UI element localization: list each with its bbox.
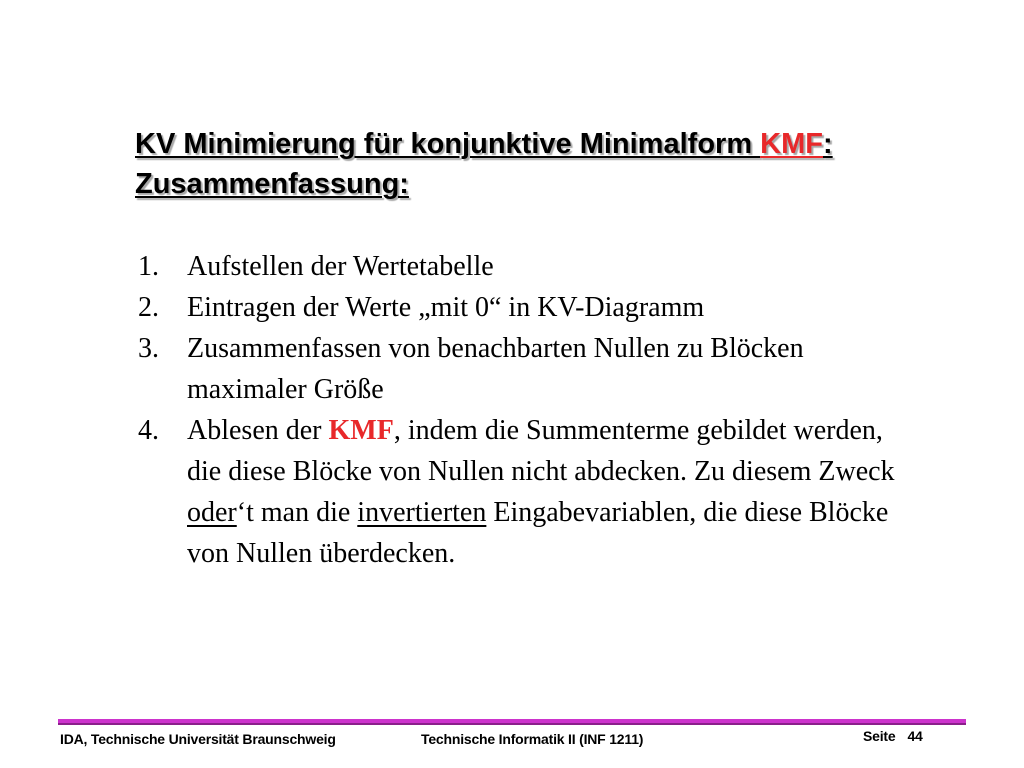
list-item-number: 3. xyxy=(138,333,159,364)
title-line-2 xyxy=(135,164,995,204)
oder-apostrophe: ‘t xyxy=(236,497,254,528)
title-subtitle: Zusammenfassung: xyxy=(135,168,409,200)
list-item-text-start: Ablesen der xyxy=(187,415,329,446)
list-item-number: 4. xyxy=(138,415,159,446)
list-item-number: 1. xyxy=(138,251,159,282)
list-item xyxy=(138,328,898,410)
list-item-text: Zusammenfassen von benachbarten Nullen zu Blöcken maximaler Größe xyxy=(187,333,804,405)
list-item-text: Aufstellen der Wertetabelle xyxy=(187,251,494,282)
list-item-number: 2. xyxy=(138,292,159,323)
footer-divider xyxy=(58,719,966,725)
list-item-text-after-oder: man die xyxy=(253,497,358,528)
list-item-text-middle: , indem die Summenterme gebildet werden, die diese Blöcke von Nullen nicht abdecken. Zu diesem Zweck xyxy=(187,415,895,487)
title-text: KV Minimierung für konjunktive Minimalform xyxy=(135,128,761,160)
footer-page-number: 44 xyxy=(907,728,923,744)
footer-institution: IDA, Technische Universität Braunschweig xyxy=(60,731,336,747)
list-item xyxy=(138,287,898,328)
title-colon: : xyxy=(823,128,833,160)
footer-course: Technische Informatik II (INF 1211) xyxy=(421,731,644,747)
list-item xyxy=(138,410,898,574)
title-kmf-highlight: KMF xyxy=(760,128,823,160)
list-item xyxy=(138,246,898,287)
footer-page-label: Seite xyxy=(863,728,896,744)
steps-list xyxy=(138,246,898,574)
oder-underlined: oder xyxy=(187,497,237,528)
list-item-text-end: Eingabevariablen, die diese Blöcke von Nullen überdecken. xyxy=(187,497,889,569)
footer-page xyxy=(863,728,923,744)
slide-title xyxy=(135,124,995,204)
title-line-1 xyxy=(135,124,995,164)
kmf-highlight: KMF xyxy=(328,415,394,446)
invertierten-underlined: invertierten xyxy=(357,497,487,528)
list-item-text: Eintragen der Werte „mit 0“ in KV-Diagramm xyxy=(187,292,705,323)
